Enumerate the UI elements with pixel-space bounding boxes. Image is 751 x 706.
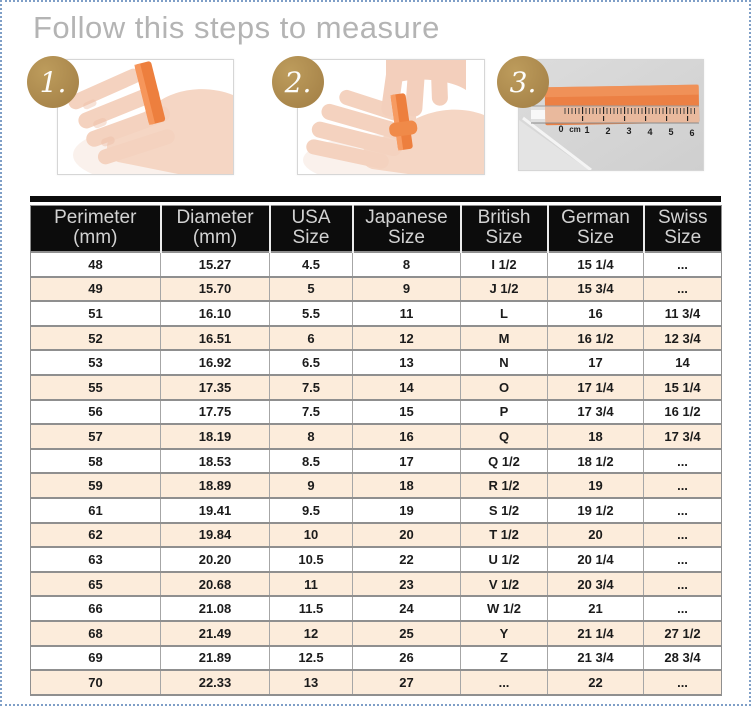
table-cell: 6.5 — [270, 350, 353, 375]
table-cell: 7.5 — [270, 400, 353, 425]
table-cell: 12 3/4 — [644, 326, 722, 351]
table-cell: Z — [461, 646, 548, 671]
table-cell: 15 1/4 — [644, 375, 722, 400]
table-row — [31, 375, 722, 400]
table-cell: 14 — [644, 350, 722, 375]
table-cell: 9.5 — [270, 498, 353, 523]
table-row — [31, 547, 722, 572]
table-row — [31, 596, 722, 621]
table-row — [31, 350, 722, 375]
ruler-label-6: 6 — [689, 128, 695, 138]
header-british-size — [461, 206, 548, 253]
table-cell: Q 1/2 — [461, 449, 548, 474]
table-cell: 63 — [31, 547, 161, 572]
ruler-label-5: 5 — [668, 127, 674, 137]
table-cell: 9 — [270, 473, 353, 498]
table-cell: 27 — [353, 670, 461, 695]
table-cell: ... — [644, 596, 722, 621]
wrapping-strip-illustration — [298, 60, 484, 174]
header-line: German — [561, 207, 630, 228]
table-cell: 6 — [270, 326, 353, 351]
table-cell: 15.70 — [161, 277, 270, 302]
table-cell: N — [461, 350, 548, 375]
table-cell: 27 1/2 — [644, 621, 722, 646]
table-top-bar — [30, 196, 721, 202]
table-cell: 20 3/4 — [548, 572, 644, 597]
table-cell: ... — [461, 670, 548, 695]
table-cell: ... — [644, 449, 722, 474]
table-cell: 15.27 — [161, 252, 270, 277]
header-line: Size — [664, 227, 702, 248]
table-cell: 21.49 — [161, 621, 270, 646]
hand-strip-illustration — [58, 60, 233, 174]
header-line: (mm) — [73, 227, 118, 248]
table-cell: 17 — [353, 449, 461, 474]
table-cell: ... — [644, 252, 722, 277]
table-row — [31, 301, 722, 326]
table-cell: 19.84 — [161, 523, 270, 548]
table-cell: 17 — [548, 350, 644, 375]
header-line: Size — [485, 227, 523, 248]
table-cell: 51 — [31, 301, 161, 326]
ring-size-table — [30, 196, 721, 696]
table-cell: 17 1/4 — [548, 375, 644, 400]
table-cell: 19 1/2 — [548, 498, 644, 523]
table-cell: 13 — [353, 350, 461, 375]
header-usa-size — [270, 206, 353, 253]
table-cell: ... — [644, 670, 722, 695]
ruler-label-0: 0 — [558, 124, 564, 134]
table-cell: 23 — [353, 572, 461, 597]
table-cell: 16 — [548, 301, 644, 326]
table-cell: 25 — [353, 621, 461, 646]
table-cell: M — [461, 326, 548, 351]
table-cell: W 1/2 — [461, 596, 548, 621]
table-cell: 69 — [31, 646, 161, 671]
table-cell: 14 — [353, 375, 461, 400]
table-cell: 16 — [353, 424, 461, 449]
ruler-label-4: 4 — [647, 127, 653, 137]
header-japanese-size — [353, 206, 461, 253]
table-cell: 16 1/2 — [548, 326, 644, 351]
table-cell: 5.5 — [270, 301, 353, 326]
table-cell: 21.08 — [161, 596, 270, 621]
table-cell: 10 — [270, 523, 353, 548]
table-row — [31, 572, 722, 597]
table-cell: O — [461, 375, 548, 400]
table-cell: R 1/2 — [461, 473, 548, 498]
table-cell: 21 — [548, 596, 644, 621]
table-row — [31, 523, 722, 548]
table-cell: 55 — [31, 375, 161, 400]
table-row — [31, 277, 722, 302]
table-cell: ... — [644, 498, 722, 523]
table-cell: 12 — [270, 621, 353, 646]
ruler-label-cm: cm — [569, 125, 581, 134]
table-cell: 62 — [31, 523, 161, 548]
table-cell: 19.41 — [161, 498, 270, 523]
table-cell: Y — [461, 621, 548, 646]
table-row — [31, 424, 722, 449]
step-3-badge — [497, 56, 549, 108]
table-cell: 10.5 — [270, 547, 353, 572]
table-cell: 16.51 — [161, 326, 270, 351]
table-cell: 17 3/4 — [548, 400, 644, 425]
table-row — [31, 670, 722, 695]
header-line: Swiss — [657, 207, 708, 228]
table-cell: ... — [644, 523, 722, 548]
step-1-photo — [57, 59, 234, 175]
table-cell: 20.68 — [161, 572, 270, 597]
table-cell: U 1/2 — [461, 547, 548, 572]
table-cell: 15 — [353, 400, 461, 425]
table-cell: ... — [644, 277, 722, 302]
table-cell: 20 — [353, 523, 461, 548]
table-cell: 11.5 — [270, 596, 353, 621]
header-swiss-size — [644, 206, 722, 253]
table-cell: 24 — [353, 596, 461, 621]
header-line: Diameter — [176, 207, 254, 228]
table-cell: 48 — [31, 252, 161, 277]
table-cell: 11 3/4 — [644, 301, 722, 326]
table-cell: 18.19 — [161, 424, 270, 449]
table-cell: 52 — [31, 326, 161, 351]
header-line: British — [477, 207, 531, 228]
table-cell: 16 1/2 — [644, 400, 722, 425]
table-row — [31, 646, 722, 671]
table-cell: 20 — [548, 523, 644, 548]
ruler-label-3: 3 — [626, 126, 632, 136]
table-cell: 5 — [270, 277, 353, 302]
ruler-label-2: 2 — [605, 126, 611, 136]
ruler-label-1: 1 — [584, 125, 590, 135]
table-cell: 22.33 — [161, 670, 270, 695]
table-cell: 8 — [270, 424, 353, 449]
table-row — [31, 498, 722, 523]
table-cell: 26 — [353, 646, 461, 671]
header-line: (mm) — [192, 227, 238, 248]
table-row — [31, 449, 722, 474]
table-cell: 21 3/4 — [548, 646, 644, 671]
table-cell: 49 — [31, 277, 161, 302]
step-2-badge — [272, 56, 324, 108]
table-cell: 16.92 — [161, 350, 270, 375]
table-cell: 66 — [31, 596, 161, 621]
page-title: Follow this steps to measure — [33, 10, 440, 45]
table-cell: 4.5 — [270, 252, 353, 277]
table-cell: ... — [644, 473, 722, 498]
step-1-badge — [27, 56, 79, 108]
table-cell: 18.53 — [161, 449, 270, 474]
table-cell: 11 — [353, 301, 461, 326]
table-cell: 16.10 — [161, 301, 270, 326]
table-cell: Q — [461, 424, 548, 449]
table-cell: 12 — [353, 326, 461, 351]
table-cell: 11 — [270, 572, 353, 597]
header-line: Japanese — [365, 207, 448, 228]
table-cell: ... — [644, 572, 722, 597]
header-line: Size — [577, 227, 614, 248]
table-row — [31, 326, 722, 351]
step-2-number: 2. — [284, 65, 312, 99]
table-cell: 28 3/4 — [644, 646, 722, 671]
step-2-photo — [297, 59, 485, 175]
table-cell: ... — [644, 547, 722, 572]
table-cell: 17.35 — [161, 375, 270, 400]
table-cell: 18 1/2 — [548, 449, 644, 474]
step-1-number: 1. — [39, 65, 67, 99]
table-cell: 21 1/4 — [548, 621, 644, 646]
table-row — [31, 252, 722, 277]
table-cell: 68 — [31, 621, 161, 646]
table-cell: 70 — [31, 670, 161, 695]
table-cell: V 1/2 — [461, 572, 548, 597]
table-cell: I 1/2 — [461, 252, 548, 277]
table-cell: 18 — [353, 473, 461, 498]
table-cell: 65 — [31, 572, 161, 597]
header-line: Perimeter — [54, 207, 137, 228]
table-cell: L — [461, 301, 548, 326]
table-cell: 15 1/4 — [548, 252, 644, 277]
table-cell: 61 — [31, 498, 161, 523]
header-german-size — [548, 206, 644, 253]
table-cell: 15 3/4 — [548, 277, 644, 302]
table-cell: T 1/2 — [461, 523, 548, 548]
header-line: Size — [292, 227, 330, 248]
table-cell: 9 — [353, 277, 461, 302]
table-cell: 57 — [31, 424, 161, 449]
table-cell: 8 — [353, 252, 461, 277]
table-row — [31, 400, 722, 425]
header-line: Size — [388, 227, 425, 248]
table-cell: 17.75 — [161, 400, 270, 425]
header-line: USA — [291, 207, 331, 228]
table-cell: 17 3/4 — [644, 424, 722, 449]
table-cell: 19 — [548, 473, 644, 498]
table-cell: 20 1/4 — [548, 547, 644, 572]
table-cell: 21.89 — [161, 646, 270, 671]
table-cell: 7.5 — [270, 375, 353, 400]
table-cell: J 1/2 — [461, 277, 548, 302]
table-header-row — [31, 206, 722, 253]
table-cell: 18.89 — [161, 473, 270, 498]
step-3-number: 3. — [509, 65, 537, 99]
table-cell: 22 — [548, 670, 644, 695]
table-cell: 56 — [31, 400, 161, 425]
header-diameter — [161, 206, 270, 253]
header-perimeter — [31, 206, 161, 253]
table-cell: 59 — [31, 473, 161, 498]
table-cell: S 1/2 — [461, 498, 548, 523]
table-cell: 12.5 — [270, 646, 353, 671]
table-cell: 18 — [548, 424, 644, 449]
table-cell: 58 — [31, 449, 161, 474]
table-cell: P — [461, 400, 548, 425]
table-row — [31, 621, 722, 646]
table-cell: 22 — [353, 547, 461, 572]
table-cell: 19 — [353, 498, 461, 523]
size-conversion-table — [30, 205, 722, 696]
table-cell: 20.20 — [161, 547, 270, 572]
table-cell: 13 — [270, 670, 353, 695]
table-row — [31, 473, 722, 498]
table-cell: 8.5 — [270, 449, 353, 474]
table-cell: 53 — [31, 350, 161, 375]
